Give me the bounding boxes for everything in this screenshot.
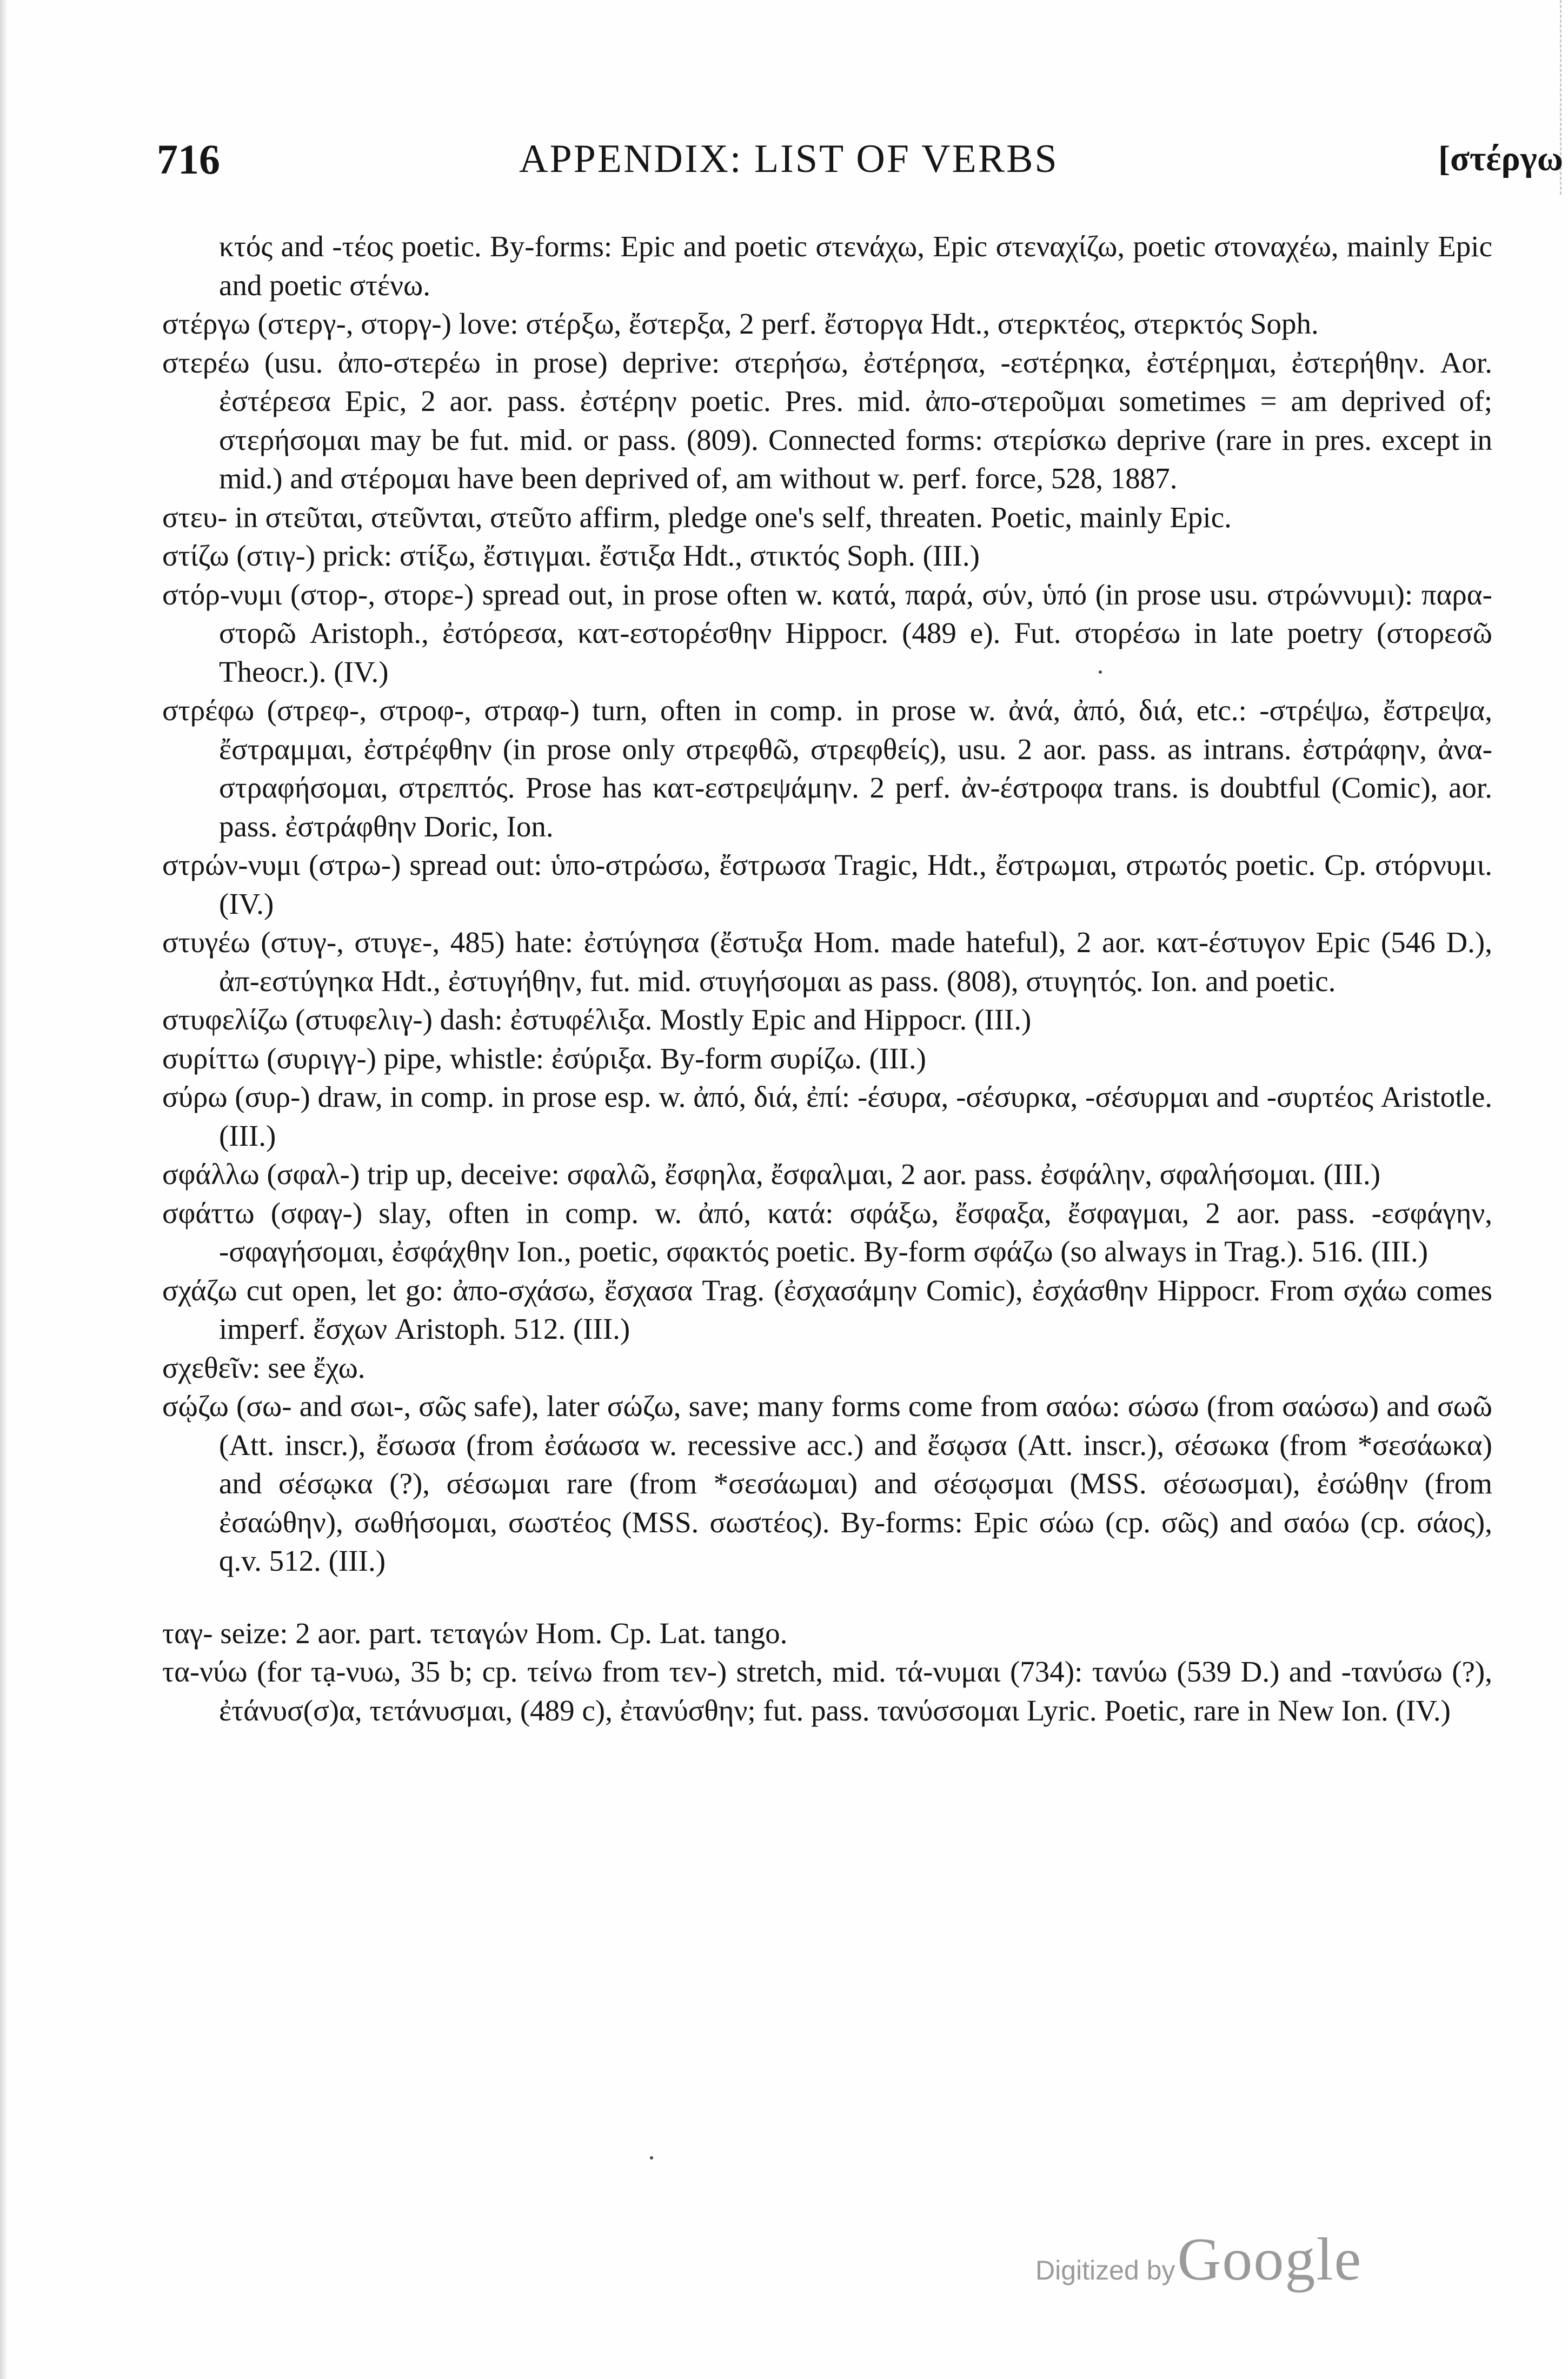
- scan-speck: [1099, 670, 1102, 674]
- verb-entry: κτός and -τέος poetic. By-forms: Epic and poetic στενάχω, Epic στεναχίζω, poetic στοναχέω, mainly Epic and poetic στένω.: [219, 230, 1492, 302]
- scan-edge: [0, 0, 8, 2379]
- verb-entry: στυγέω (στυγ-, στυγε-, 485) hate: ἐστύγησα (ἔστυξα Hom. made hateful), 2 aor. κατ-έστυγον Epic (546 D.), ἀπ-εστύγηκα Hdt., ἐστυγήθην, fut. mid. στυγήσομαι as pass. (808), στυγητός. Ion. and poetic.: [162, 926, 1492, 998]
- verb-entry: σφάττω (σφαγ-) slay, often in comp. w. ἀπό, κατά: σφάξω, ἔσφαξα, ἔσφαγμαι, 2 aor. pass. -εσφάγην, -σφαγήσομαι, ἐσφάχθην Ion., poetic, σφακτός poetic. By-form σφάζω (so always in Trag.). 516. (III.): [162, 1196, 1492, 1268]
- verb-entry: στέργω (στεργ-, στοργ-) love: στέρξω, ἔστερξα, 2 perf. ἔστοργα Hdt., στερκτέος, στερκτός Soph.: [162, 307, 1319, 340]
- verb-entry: στευ- in στεῦται, στεῦνται, στεῦτο affirm, pledge one's self, threaten. Poetic, mainly Epic.: [162, 500, 1232, 534]
- verb-entry: στίζω (στιγ-) prick: στίξω, ἔστιγμαι. ἔστιξα Hdt., στικτός Soph. (III.): [162, 539, 980, 572]
- scan-speck: [650, 2156, 653, 2159]
- verb-entry: στρέφω (στρεφ-, στροφ-, στραφ-) turn, often in comp. in prose w. ἀνά, ἀπό, διά, etc.: -στρέψω, ἔστρεψα, ἔστραμμαι, ἐστρέφθην (in prose only στρεφθῶ, στρεφθείς), usu. 2 aor. pass. as intrans. ἐστράφην, ἀνα-στραφήσομαι, στρεπτός. Prose has κατ-εστρεψάμην. 2 perf. ἀν-έστροφα trans. is doubtful (Comic), aor. pass. ἐστράφθην Doric, Ion.: [162, 694, 1492, 843]
- verb-entry: στόρ-νυμι (στορ-, στορε-) spread out, in prose often w. κατά, παρά, σύν, ὑπό (in prose usu. στρώννυμι): παρα-στορῶ Aristoph., ἐστόρεσα, κατ-εστορέσθην Hippocr. (489 e). Fut. στορέσω in late poetry (στορεσῶ Theocr.). (IV.): [162, 577, 1492, 688]
- page-number: 716: [157, 136, 220, 183]
- verb-entry: σφάλλω (σφαλ-) trip up, deceive: σφαλῶ, ἔσφηλα, ἔσφαλμαι, 2 aor. pass. ἐσφάλην, σφαλήσομαι. (III.): [162, 1158, 1381, 1191]
- catchword: [στέργω: [1438, 139, 1563, 178]
- digitized-by-watermark: [1035, 2225, 1362, 2295]
- verb-entry: σχάζω cut open, let go: ἀπο-σχάσω, ἔσχασα Trag. (ἐσχασάμην Comic), ἐσχάσθην Hippocr. From σχάω comes imperf. ἔσχων Aristoph. 512. (III.): [162, 1273, 1492, 1345]
- digitized-by-label: Digitized by: [1035, 2255, 1175, 2285]
- verb-entry: στρών-νυμι (στρω-) spread out: ὑπο-στρώσω, ἔστρωσα Tragic, Hdt., ἔστρωμαι, στρωτός poetic. Cp. στόρνυμι. (IV.): [162, 848, 1492, 920]
- section-gap: [162, 1580, 1492, 1614]
- verb-entry: σχεθεῖν: see ἔχω.: [162, 1351, 366, 1384]
- running-head: APPENDIX: LIST OF VERBS: [519, 137, 1059, 181]
- verb-list: [162, 227, 1492, 1730]
- verb-entry: ταγ- seize: 2 aor. part. τεταγών Hom. Cp. Lat. tango.: [162, 1616, 788, 1650]
- verb-entry: τα-νύω (for τạ-νυω, 35 b; cp. τείνω from τεν-) stretch, mid. τά-νυμαι (734): τανύω (539 D.) and -τανύσω (?), ἐτάνυσ(σ)α, τετάνυσμαι, (489 c), ἐτανύσθην; fut. pass. τανύσσομαι Lyric. Poetic, rare in New Ion. (IV.): [162, 1655, 1492, 1727]
- verb-entry: στυφελίζω (στυφελιγ-) dash: ἐστυφέλιξα. Mostly Epic and Hippocr. (III.): [162, 1003, 1032, 1036]
- verb-entry: σύρω (συρ-) draw, in comp. in prose esp. w. ἀπό, διά, ἐπί: -έσυρα, -σέσυρκα, -σέσυρμαι and -συρτέος Aristotle. (III.): [162, 1080, 1492, 1152]
- verb-entry: στερέω (usu. ἀπο-στερέω in prose) deprive: στερήσω, ἐστέρησα, -εστέρηκα, ἐστέρημαι, ἐστερήθην. Aor. ἐστέρεσα Epic, 2 aor. pass. ἐστέρην poetic. Pres. mid. ἀπο-στεροῦμαι sometimes = am deprived of; στερήσομαι may be fut. mid. or pass. (809). Connected forms: στερίσκω deprive (rare in pres. except in mid.) and στέρομαι have been deprived of, am without w. perf. force, 528, 1887.: [162, 345, 1492, 495]
- page-header: [157, 135, 1563, 195]
- verb-entry: συρίττω (συριγγ-) pipe, whistle: ἐσύριξα. By-form συρίζω. (III.): [162, 1041, 926, 1075]
- google-logo: Google: [1177, 2226, 1363, 2293]
- verb-entry: σῴζω (σω- and σωι-, σῶς safe), later σώζω, save; many forms come from σαόω: σώσω (from σαώσω) and σωῶ (Att. inscr.), ἔσωσα (from ἐσάωσα w. recessive acc.) and ἔσῳσα (Att. inscr.), σέσωκα (from *σεσάωκα) and σέσῳκα (?), σέσωμαι rare (from *σεσάωμαι) and σέσῳσμαι (MSS. σέσωσμαι), ἐσώθην (from ἐσαώθην), σωθήσομαι, σωστέος (MSS. σωστέος). By-forms: Epic σώω (cp. σῶς) and σαόω (cp. σάος), q.v. 512. (III.): [162, 1390, 1492, 1577]
